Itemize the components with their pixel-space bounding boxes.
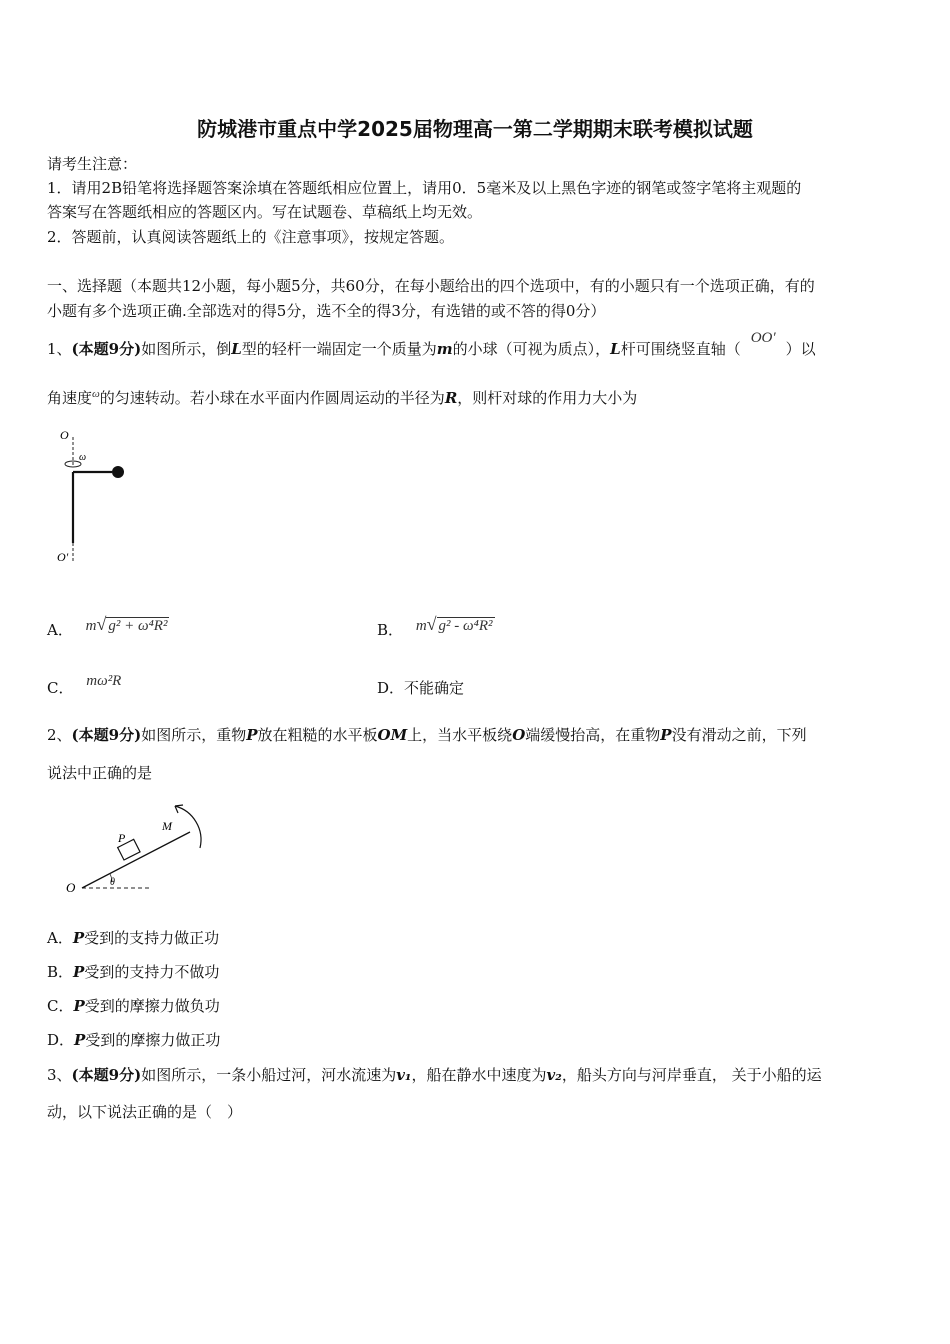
q2-option-a[interactable]: A．P受到的支持力做正功 (47, 929, 220, 947)
q3-stem-line1: 3、(本题9分)如图所示，一条小船过河，河水流速为v₁，船在静水中速度为v₂，船头方向与河岸垂直， 关于小船的运 (47, 1066, 822, 1084)
q1-number: 1、 (47, 340, 72, 358)
section-instructions-1: 一、选择题（本题共12小题，每小题5分，共60分，在每小题给出的四个选项中，有的小题只有一个选项正确，有的 (47, 277, 815, 295)
q2-fig-m: M (162, 819, 172, 833)
q1-score: (本题9分) (71, 340, 142, 358)
q2-fig-o: O (66, 880, 76, 895)
notice-heading: 请考生注意： (47, 155, 138, 173)
q1-stem-line1: 1、(本题9分)如图所示，倒L型的轻杆一端固定一个质量为m的小球（可视为质点），L杆可围绕竖直轴（OO′）以 (47, 330, 816, 358)
q2-option-d[interactable]: D．P受到的摩擦力做正功 (47, 1031, 221, 1049)
notice-line-1b: 答案写在答题纸相应的答题区内。写在试题卷、草稿纸上均无效。 (47, 203, 483, 221)
q2-rotation-arc (175, 806, 201, 848)
page-title: 防城港市重点中学2025届物理高一第二学期期末联考模拟试题 (197, 117, 753, 141)
q2-fig-p: P (118, 831, 126, 845)
q2-number: 2、 (47, 726, 72, 744)
q2-option-b[interactable]: B．P受到的支持力不做功 (47, 963, 220, 981)
q1-option-a[interactable]: A． m√ g² + ω⁴R² (47, 614, 168, 639)
q1-ball (112, 466, 124, 478)
q1-axis-label: OO′ (750, 330, 776, 346)
q1-stem-line2: 角速度$^\omega$的匀速转动。若小球在水平面内作圆周运动的半径为R，则杆对球的作用力大小为 (47, 388, 638, 407)
q2-score: (本题9分) (71, 726, 142, 744)
q1-option-b[interactable]: B． m√ g² - ω⁴R² (377, 614, 493, 639)
q1-figure-l-rod (50, 425, 140, 570)
q1-fig-omega: ω (79, 452, 87, 463)
q2-figure-inclined-board (60, 800, 220, 900)
notice-line-2: 2．答题前，认真阅读答题纸上的《注意事项》，按规定答题。 (47, 228, 455, 246)
q2-option-c[interactable]: C．P受到的摩擦力做负功 (47, 997, 220, 1015)
q2-board (82, 832, 190, 888)
q1-fig-label-top: O (60, 428, 69, 442)
q3-score: (本题9分) (71, 1066, 142, 1084)
sqrt-icon: √ (426, 614, 437, 634)
q1-option-c[interactable]: C． mω²R (47, 673, 122, 697)
section-instructions-2: 小题有多个选项正确.全部选对的得5分，选不全的得3分，有选错的或不答的得0分） (47, 302, 606, 320)
sqrt-icon: √ (96, 614, 107, 634)
q1-fig-label-bottom: O' (57, 550, 69, 564)
q1-option-d[interactable]: D．不能确定 (377, 679, 465, 697)
q2-stem-line1: 2、(本题9分)如图所示，重物P放在粗糙的水平板OM上，当水平板绕O端缓慢抬高，在重物P没有滑动之前，下列 (47, 726, 807, 744)
q3-stem-line2: 动，以下说法正确的是（ ） (47, 1103, 243, 1121)
q2-fig-theta: θ (110, 877, 115, 888)
q2-stem-line2: 说法中正确的是 (47, 764, 153, 782)
notice-line-1a: 1．请用2B铅笔将选择题答案涂填在答题纸相应位置上，请用0．5毫米及以上黑色字迹的钢笔或签字笔将主观题的 (47, 179, 802, 197)
q3-number: 3、 (47, 1066, 72, 1084)
